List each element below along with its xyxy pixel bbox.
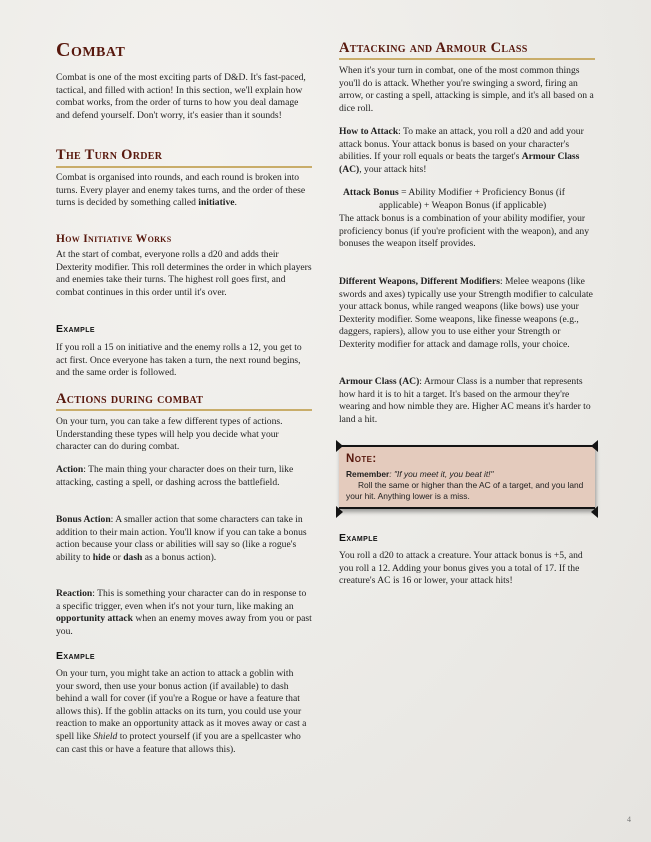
- example-2-paragraph: On your turn, you might take an action to attack a goblin with your sword, then use your bonus action (if available) to dash behind a wall for cover (if you're a Rogue or have a feature that allows this). If the goblin attacks on its turn, you could use your reaction to make an opportunity attack as it moves away or cast a spell like Shield to protect yourself (if you are a spellcaster who can cast this or have a feature that allows this).: [56, 668, 307, 755]
- bonus-action-label: Bonus Action: [56, 514, 111, 525]
- note-corner-bottom-left: [336, 506, 343, 518]
- turn-order-rule: [56, 166, 312, 168]
- reaction-label: Reaction: [56, 588, 93, 599]
- example-3-paragraph: You roll a d20 to attack a creature. Your attack bonus is +5, and you roll a 12. Adding your bonus gives you a total of 17. If the creature's AC is 16 or lower, your attack hits!: [339, 550, 583, 587]
- intro-paragraph: Combat is one of the most exciting parts of D&D. It's fast-paced, tactical, and filled with action! In this section, we'll explain how combat works, from the order of turns to how you deal damage and defend yourself. Don't worry, it's easier than it sounds!: [56, 72, 306, 121]
- note-remember-label: Remember: [346, 469, 390, 479]
- note-title: Note:: [346, 453, 377, 465]
- attacking-heading: Attacking and Armour Class: [339, 40, 528, 56]
- weapons-paragraph: Different Weapons, Different Modifiers: Melee weapons (like swords and axes) typically use your Strength modifier to calculate your attack bonus, while ranged weapons (like bows) use your Dexterity modifier. Some weapons, like finesse weapons (e.g., daggers, rapiers), allow you to use either your Strength or Dexterity modifier for attack and damage rolls, your choice.: [339, 276, 593, 350]
- actions-heading: Actions during combat: [56, 391, 204, 407]
- armour-class-paragraph: Armour Class (AC): Armour Class is a number that represents how hard it is to hit a target. It's based on the armour they're wearing and how nimble they are. Higher AC means it's harder to land a hit.: [339, 376, 591, 425]
- note-corner-bottom-right: [591, 506, 598, 518]
- note-box: [339, 445, 595, 509]
- attack-bonus-label: Attack Bonus: [343, 187, 399, 198]
- turn-order-paragraph: Combat is organised into rounds, and each round is broken into turns. Every player and enemy takes turns, and the order of these turns is decided by something called initiative.: [56, 172, 306, 209]
- initiative-heading: How Initiative Works: [56, 233, 172, 245]
- how-to-attack-paragraph: How to Attack: To make an attack, you roll a d20 and add your attack bonus. Your attack bonus is based on your character's abilities. If your roll equals or beats the target's Armour Class (AC), your attack hits!: [339, 126, 584, 175]
- attack-bonus-description: The attack bonus is a combination of your ability modifier, your proficiency bonus (if you're proficient with the weapon), and any bonuses the weapon itself provides.: [339, 213, 590, 250]
- initiative-term: initiative: [198, 197, 235, 209]
- bonus-action-paragraph: Bonus Action: A smaller action that some characters can take in addition to their main action. You'll know if you can take a bonus action because your class or abilities will say so (like a rogue's ability to hide or dash as a bonus action).: [56, 514, 307, 563]
- reaction-paragraph: Reaction: This is something your character can do in response to a specific trigger, even when it's not your turn, like making an opportunity attack when an enemy moves away from you or past you.: [56, 588, 312, 637]
- note-corner-top-right: [591, 440, 598, 452]
- armour-class-label: Armour Class (AC): [339, 376, 420, 387]
- actions-intro: On your turn, you can take a few different types of actions. Understanding these types will help you decide what your character can do during combat.: [56, 416, 283, 453]
- example-1-heading: Example: [56, 323, 95, 335]
- example-1-paragraph: If you roll a 15 on initiative and the enemy rolls a 12, you get to act first. Once everyone has taken a turn, the next round begins, and the same order is followed.: [56, 342, 302, 379]
- attacking-intro: When it's your turn in combat, one of the most common things you'll do is attack. Whether you're swinging a sword, firing an arrow, or casting a spell, attacking is simple, and it's all based on a dice roll.: [339, 65, 594, 114]
- note-body: Roll the same or higher than the AC of a target, and you land your hit. Anything lower is a miss.: [346, 480, 584, 502]
- actions-rule: [56, 409, 312, 411]
- page-title: Combat: [56, 39, 126, 61]
- attacking-rule: [339, 58, 595, 60]
- action-paragraph: Action: The main thing your character does on their turn, like attacking, casting a spell, or dashing across the battlefield.: [56, 464, 294, 488]
- note-remember-line: Remember: "If you meet it, you beat it!": [346, 469, 494, 479]
- how-to-attack-label: How to Attack: [339, 126, 399, 137]
- attack-bonus-formula: Attack Bonus = Ability Modifier + Proficiency Bonus (if applicable) + Weapon Bonus (if applicable): [343, 187, 565, 211]
- weapons-label: Different Weapons, Different Modifiers: [339, 276, 500, 287]
- example-3-heading: Example: [339, 532, 378, 544]
- note-corner-top-left: [336, 440, 343, 452]
- example-2-heading: Example: [56, 650, 95, 662]
- action-label: Action: [56, 464, 84, 475]
- turn-order-heading: The Turn Order: [56, 147, 163, 163]
- page-number: 4: [627, 815, 631, 824]
- initiative-paragraph: At the start of combat, everyone rolls a d20 and adds their Dexterity modifier. This roll determines the order in which players and enemies take their turns. The highest roll goes first, and combat continues in this order until it's over.: [56, 249, 312, 298]
